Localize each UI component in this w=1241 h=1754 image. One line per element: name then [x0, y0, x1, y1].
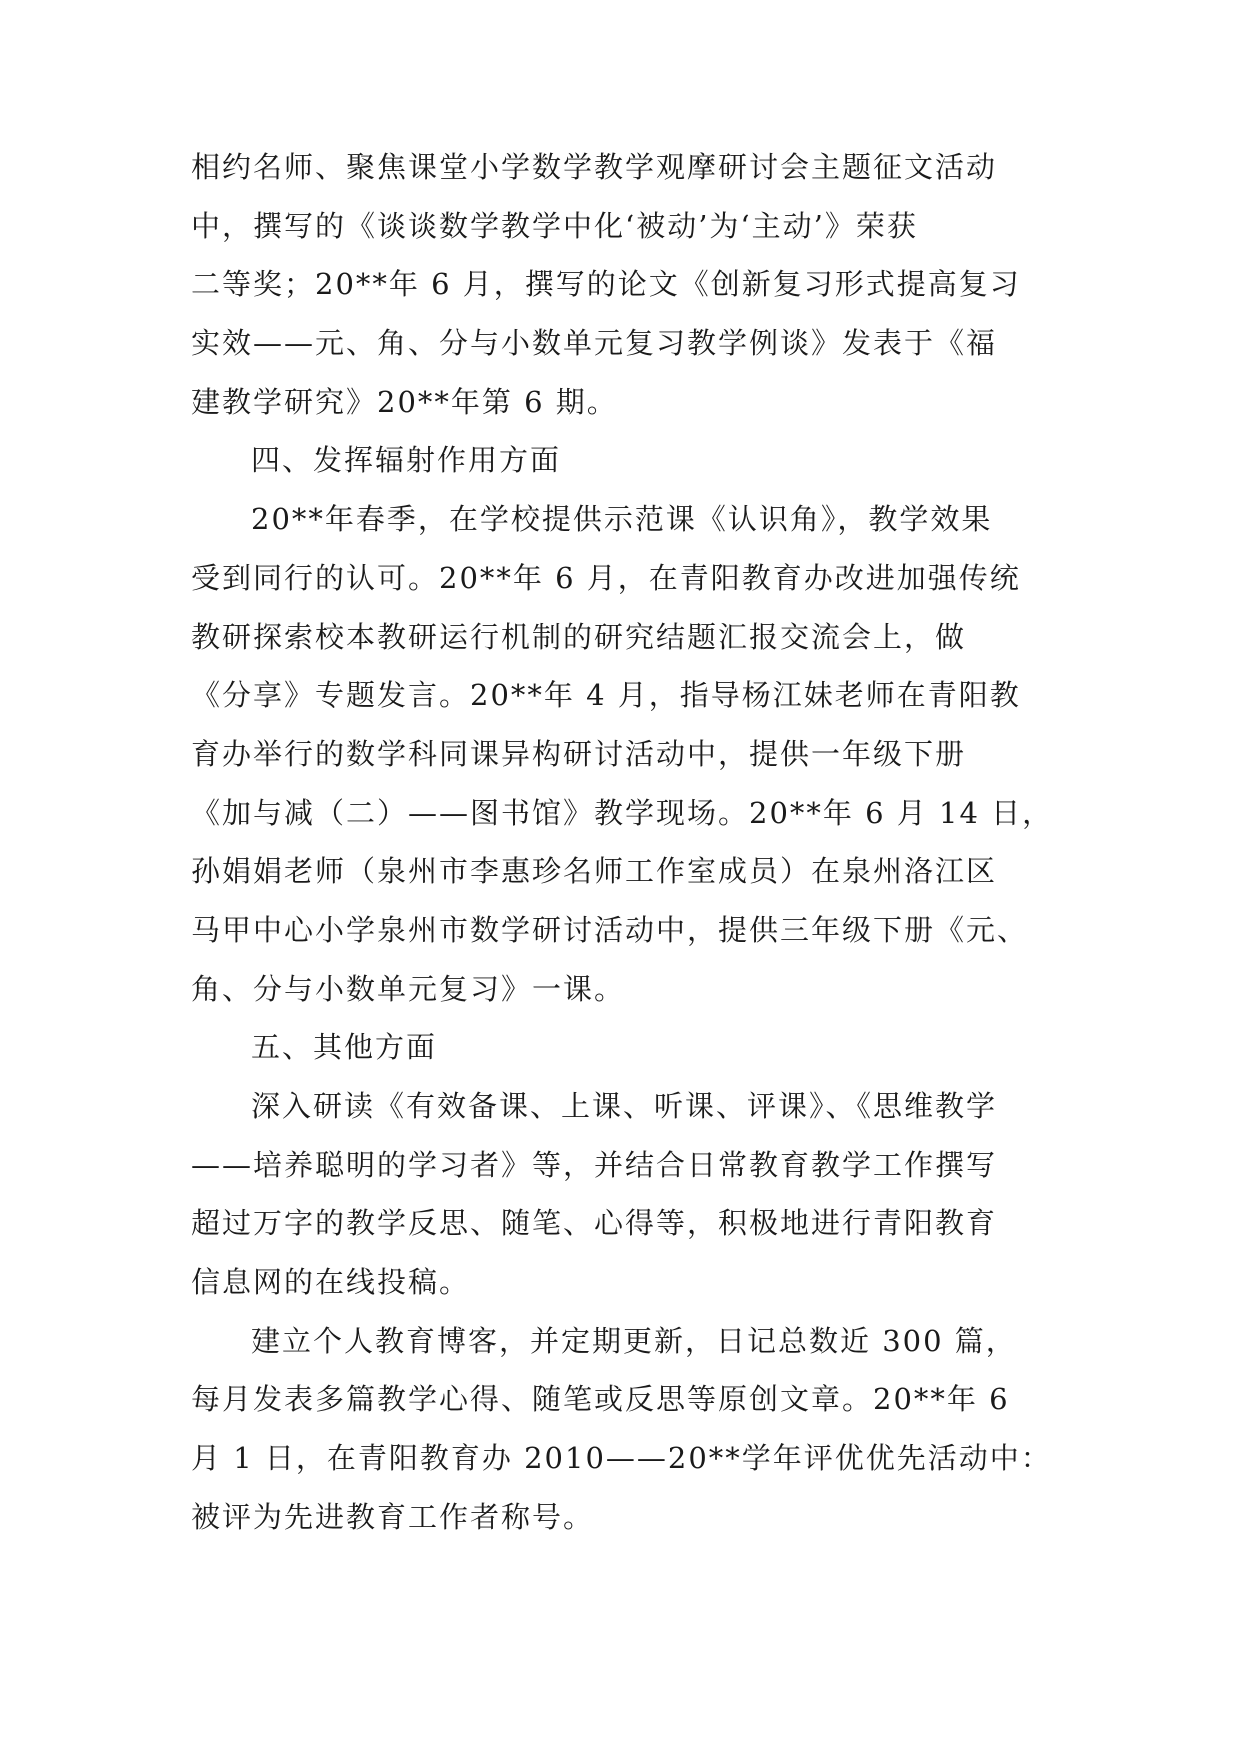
paragraph-reading: [191, 1077, 1053, 1312]
text-line: 被评为先进教育工作者称号。: [191, 1499, 595, 1534]
text-line: 深入研读《有效备课、上课、听课、评课》、《思维教学: [251, 1089, 998, 1123]
text-line: 信息网的在线投稿。: [191, 1265, 471, 1300]
text-line: 二等奖；20**年 6 月，撰写的论文《创新复习形式提高复习: [191, 267, 1021, 302]
text-line: 《分享》专题发言。20**年 4 月，指导杨江妹老师在青阳教: [191, 678, 1021, 713]
document-page: [191, 138, 1053, 1547]
paragraph-radiation: [191, 490, 1053, 1018]
text-line: 角、分与小数单元复习》一课。: [191, 971, 626, 1006]
text-line: 中，撰写的《谈谈数学教学中化‘被动’为‘主动’》荣获: [191, 208, 918, 243]
text-line: 每月发表多篇教学心得、随笔或反思等原创文章。20**年 6: [191, 1382, 1010, 1417]
text-line: 建立个人教育博客，并定期更新，日记总数近 300 篇，: [251, 1323, 1017, 1358]
paragraph-awards: [191, 138, 1053, 431]
section-heading-other: 五、其他方面: [251, 1030, 438, 1065]
text-line: 相约名师、聚焦课堂小学数学教学观摩研讨会主题征文活动: [191, 150, 998, 184]
text-line: 建教学研究》20**年第 6 期。: [191, 384, 618, 419]
section-heading-radiation: 四、发挥辐射作用方面: [251, 443, 562, 478]
text-line: 教研探索校本教研运行机制的研究结题汇报交流会上，做: [191, 619, 967, 654]
paragraph-blog: [191, 1312, 1053, 1547]
text-line: 月 1 日，在青阳教育办 2010——20**学年评优优先活动中：: [191, 1441, 1052, 1476]
text-line: 20**年春季，在学校提供示范课《认识角》，教学效果: [251, 502, 993, 537]
text-line: 育办举行的数学科同课异构研讨活动中，提供一年级下册: [191, 736, 967, 771]
text-line: 超过万字的教学反思、随笔、心得等，积极地进行青阳教育: [191, 1206, 998, 1241]
text-line: 马甲中心小学泉州市数学研讨活动中，提供三年级下册《元、: [191, 912, 1029, 947]
text-line: 《加与减（二）——图书馆》教学现场。20**年 6 月 14 日，: [191, 795, 1053, 830]
text-line: 实效——元、角、分与小数单元复习教学例谈》发表于《福: [191, 326, 998, 361]
text-line: 受到同行的认可。20**年 6 月，在青阳教育办改进加强传统: [191, 560, 1021, 595]
text-line: ——培养聪明的学习者》等，并结合日常教育教学工作撰写: [191, 1147, 998, 1182]
text-line: 孙娟娟老师（泉州市李惠珍名师工作室成员）在泉州洛江区: [191, 854, 998, 889]
